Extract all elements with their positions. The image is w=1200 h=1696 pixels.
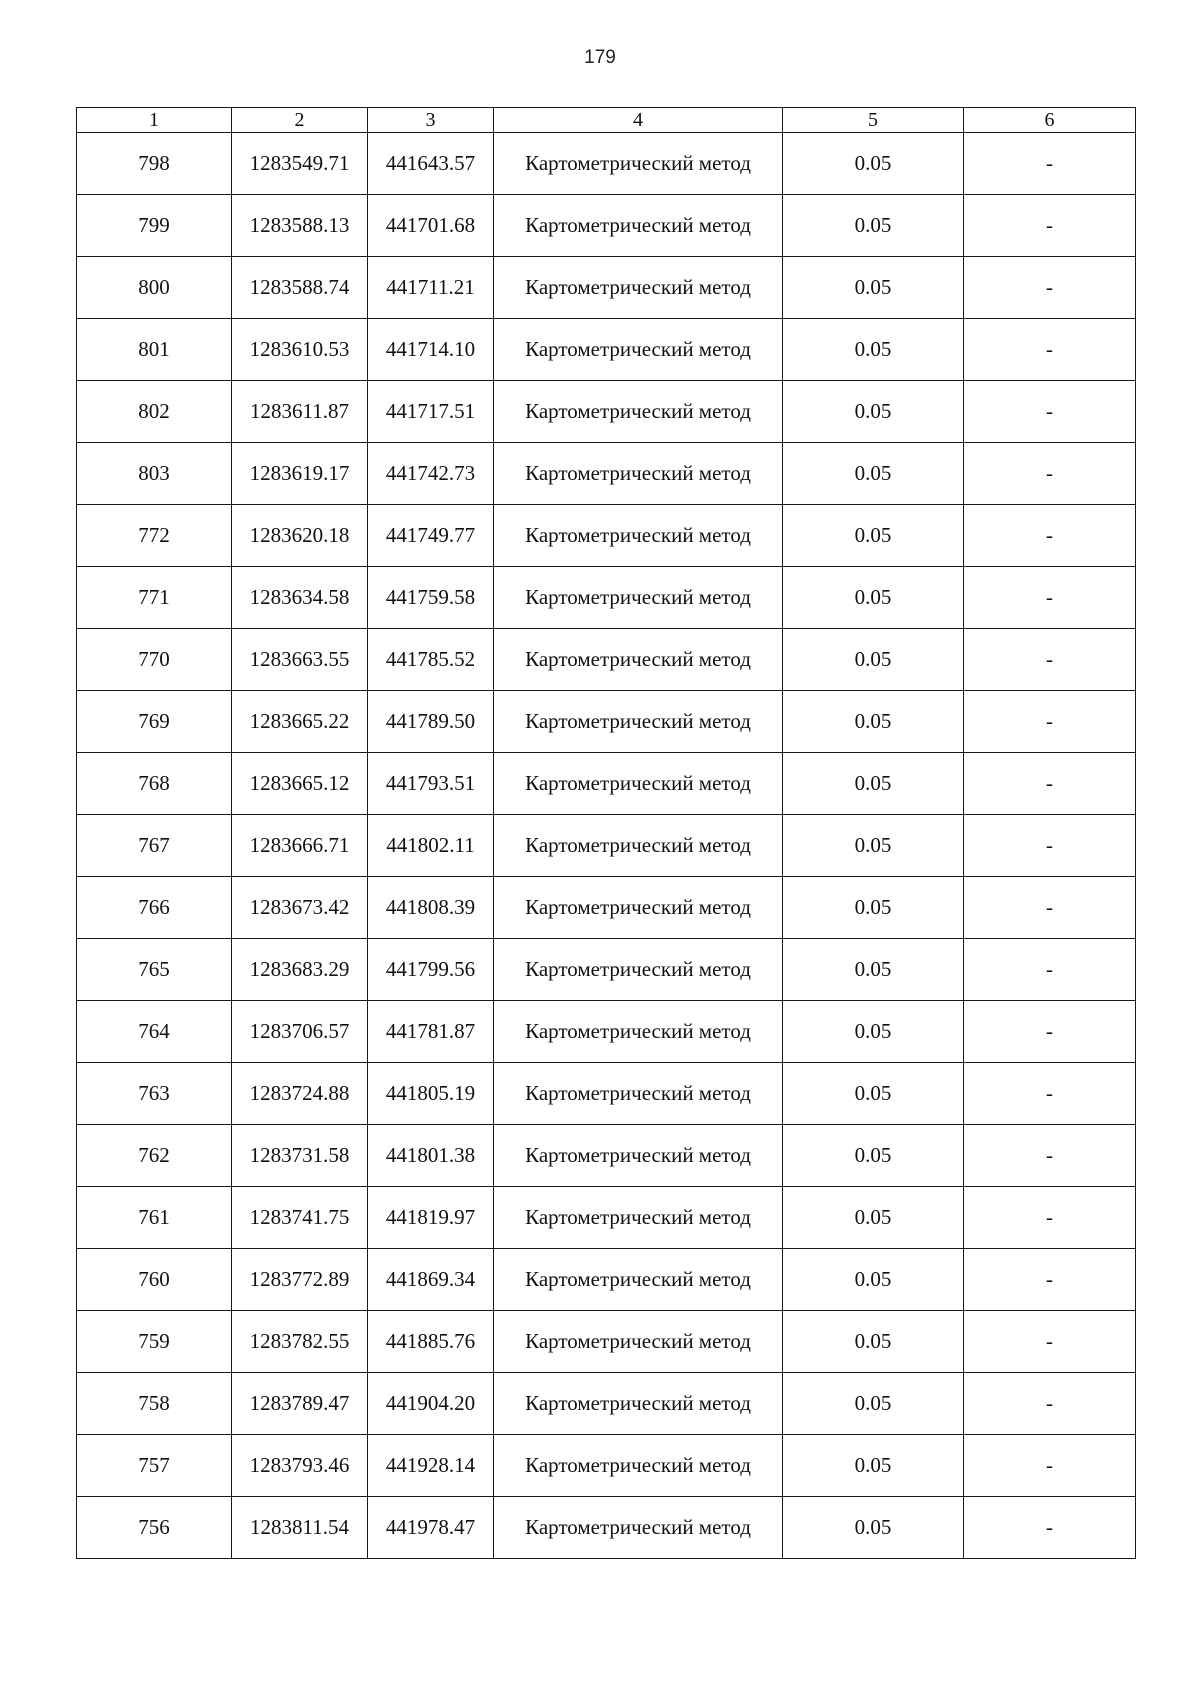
column-header-4: 4 [494, 108, 783, 133]
y-coordinate-cell: 441759.58 [368, 567, 494, 629]
method-cell: Картометрический метод [494, 567, 783, 629]
method-cell: Картометрический метод [494, 1497, 783, 1559]
accuracy-cell: 0.05 [783, 691, 964, 753]
x-coordinate-cell: 1283665.12 [232, 753, 368, 815]
point-number-cell: 761 [77, 1187, 232, 1249]
coordinates-table [76, 107, 1136, 1559]
y-coordinate-cell: 441749.77 [368, 505, 494, 567]
table-row [77, 1249, 1136, 1311]
column-header-3: 3 [368, 108, 494, 133]
y-coordinate-cell: 441928.14 [368, 1435, 494, 1497]
table-row [77, 1311, 1136, 1373]
note-cell: - [964, 505, 1136, 567]
table-row [77, 319, 1136, 381]
table-header [77, 108, 1136, 133]
table-row [77, 1373, 1136, 1435]
accuracy-cell: 0.05 [783, 133, 964, 195]
method-cell: Картометрический метод [494, 877, 783, 939]
table-row [77, 939, 1136, 1001]
accuracy-cell: 0.05 [783, 257, 964, 319]
table-row [77, 505, 1136, 567]
point-number-cell: 766 [77, 877, 232, 939]
accuracy-cell: 0.05 [783, 381, 964, 443]
y-coordinate-cell: 441701.68 [368, 195, 494, 257]
note-cell: - [964, 319, 1136, 381]
method-cell: Картометрический метод [494, 1311, 783, 1373]
x-coordinate-cell: 1283549.71 [232, 133, 368, 195]
table-row [77, 443, 1136, 505]
point-number-cell: 771 [77, 567, 232, 629]
point-number-cell: 764 [77, 1001, 232, 1063]
accuracy-cell: 0.05 [783, 939, 964, 1001]
note-cell: - [964, 877, 1136, 939]
point-number-cell: 772 [77, 505, 232, 567]
method-cell: Картометрический метод [494, 1125, 783, 1187]
accuracy-cell: 0.05 [783, 1311, 964, 1373]
point-number-cell: 798 [77, 133, 232, 195]
y-coordinate-cell: 441711.21 [368, 257, 494, 319]
note-cell: - [964, 133, 1136, 195]
column-header-1: 1 [77, 108, 232, 133]
accuracy-cell: 0.05 [783, 1373, 964, 1435]
table-row [77, 133, 1136, 195]
point-number-cell: 757 [77, 1435, 232, 1497]
point-number-cell: 756 [77, 1497, 232, 1559]
accuracy-cell: 0.05 [783, 815, 964, 877]
x-coordinate-cell: 1283724.88 [232, 1063, 368, 1125]
method-cell: Картометрический метод [494, 753, 783, 815]
point-number-cell: 768 [77, 753, 232, 815]
table-row [77, 877, 1136, 939]
method-cell: Картометрический метод [494, 319, 783, 381]
note-cell: - [964, 939, 1136, 1001]
method-cell: Картометрический метод [494, 381, 783, 443]
note-cell: - [964, 381, 1136, 443]
y-coordinate-cell: 441802.11 [368, 815, 494, 877]
accuracy-cell: 0.05 [783, 629, 964, 691]
x-coordinate-cell: 1283619.17 [232, 443, 368, 505]
y-coordinate-cell: 441717.51 [368, 381, 494, 443]
table-row [77, 381, 1136, 443]
note-cell: - [964, 195, 1136, 257]
x-coordinate-cell: 1283665.22 [232, 691, 368, 753]
note-cell: - [964, 1373, 1136, 1435]
method-cell: Картометрический метод [494, 691, 783, 753]
table-body [77, 133, 1136, 1559]
x-coordinate-cell: 1283610.53 [232, 319, 368, 381]
accuracy-cell: 0.05 [783, 753, 964, 815]
table-row [77, 567, 1136, 629]
accuracy-cell: 0.05 [783, 1001, 964, 1063]
y-coordinate-cell: 441799.56 [368, 939, 494, 1001]
x-coordinate-cell: 1283588.13 [232, 195, 368, 257]
method-cell: Картометрический метод [494, 1187, 783, 1249]
accuracy-cell: 0.05 [783, 195, 964, 257]
x-coordinate-cell: 1283772.89 [232, 1249, 368, 1311]
method-cell: Картометрический метод [494, 505, 783, 567]
table-row [77, 1063, 1136, 1125]
accuracy-cell: 0.05 [783, 1063, 964, 1125]
accuracy-cell: 0.05 [783, 1435, 964, 1497]
x-coordinate-cell: 1283588.74 [232, 257, 368, 319]
y-coordinate-cell: 441785.52 [368, 629, 494, 691]
table-row [77, 691, 1136, 753]
column-header-6: 6 [964, 108, 1136, 133]
x-coordinate-cell: 1283731.58 [232, 1125, 368, 1187]
note-cell: - [964, 1001, 1136, 1063]
y-coordinate-cell: 441904.20 [368, 1373, 494, 1435]
note-cell: - [964, 443, 1136, 505]
table-row [77, 1125, 1136, 1187]
point-number-cell: 763 [77, 1063, 232, 1125]
table-row [77, 1497, 1136, 1559]
method-cell: Картометрический метод [494, 1249, 783, 1311]
x-coordinate-cell: 1283673.42 [232, 877, 368, 939]
point-number-cell: 799 [77, 195, 232, 257]
x-coordinate-cell: 1283789.47 [232, 1373, 368, 1435]
accuracy-cell: 0.05 [783, 1497, 964, 1559]
y-coordinate-cell: 441793.51 [368, 753, 494, 815]
method-cell: Картометрический метод [494, 629, 783, 691]
table-row [77, 753, 1136, 815]
note-cell: - [964, 815, 1136, 877]
x-coordinate-cell: 1283666.71 [232, 815, 368, 877]
point-number-cell: 760 [77, 1249, 232, 1311]
table-row [77, 257, 1136, 319]
method-cell: Картометрический метод [494, 939, 783, 1001]
column-header-2: 2 [232, 108, 368, 133]
note-cell: - [964, 1063, 1136, 1125]
point-number-cell: 762 [77, 1125, 232, 1187]
accuracy-cell: 0.05 [783, 877, 964, 939]
point-number-cell: 802 [77, 381, 232, 443]
point-number-cell: 767 [77, 815, 232, 877]
method-cell: Картометрический метод [494, 195, 783, 257]
x-coordinate-cell: 1283683.29 [232, 939, 368, 1001]
note-cell: - [964, 1435, 1136, 1497]
note-cell: - [964, 257, 1136, 319]
x-coordinate-cell: 1283706.57 [232, 1001, 368, 1063]
accuracy-cell: 0.05 [783, 1125, 964, 1187]
accuracy-cell: 0.05 [783, 567, 964, 629]
method-cell: Картометрический метод [494, 815, 783, 877]
accuracy-cell: 0.05 [783, 505, 964, 567]
header-row [77, 108, 1136, 133]
table-row [77, 1187, 1136, 1249]
y-coordinate-cell: 441801.38 [368, 1125, 494, 1187]
y-coordinate-cell: 441885.76 [368, 1311, 494, 1373]
y-coordinate-cell: 441869.34 [368, 1249, 494, 1311]
x-coordinate-cell: 1283811.54 [232, 1497, 368, 1559]
note-cell: - [964, 1187, 1136, 1249]
column-header-5: 5 [783, 108, 964, 133]
y-coordinate-cell: 441781.87 [368, 1001, 494, 1063]
method-cell: Картометрический метод [494, 1435, 783, 1497]
y-coordinate-cell: 441789.50 [368, 691, 494, 753]
accuracy-cell: 0.05 [783, 1249, 964, 1311]
y-coordinate-cell: 441805.19 [368, 1063, 494, 1125]
note-cell: - [964, 1125, 1136, 1187]
accuracy-cell: 0.05 [783, 1187, 964, 1249]
y-coordinate-cell: 441643.57 [368, 133, 494, 195]
table-row [77, 195, 1136, 257]
accuracy-cell: 0.05 [783, 443, 964, 505]
x-coordinate-cell: 1283620.18 [232, 505, 368, 567]
table-row [77, 1435, 1136, 1497]
method-cell: Картометрический метод [494, 257, 783, 319]
y-coordinate-cell: 441819.97 [368, 1187, 494, 1249]
point-number-cell: 800 [77, 257, 232, 319]
point-number-cell: 770 [77, 629, 232, 691]
x-coordinate-cell: 1283634.58 [232, 567, 368, 629]
x-coordinate-cell: 1283611.87 [232, 381, 368, 443]
y-coordinate-cell: 441808.39 [368, 877, 494, 939]
point-number-cell: 803 [77, 443, 232, 505]
table-row [77, 629, 1136, 691]
table-row [77, 1001, 1136, 1063]
x-coordinate-cell: 1283663.55 [232, 629, 368, 691]
page-number: 179 [584, 47, 616, 68]
point-number-cell: 769 [77, 691, 232, 753]
point-number-cell: 765 [77, 939, 232, 1001]
x-coordinate-cell: 1283793.46 [232, 1435, 368, 1497]
x-coordinate-cell: 1283741.75 [232, 1187, 368, 1249]
table-row [77, 815, 1136, 877]
point-number-cell: 758 [77, 1373, 232, 1435]
method-cell: Картометрический метод [494, 1001, 783, 1063]
note-cell: - [964, 629, 1136, 691]
method-cell: Картометрический метод [494, 1063, 783, 1125]
x-coordinate-cell: 1283782.55 [232, 1311, 368, 1373]
point-number-cell: 801 [77, 319, 232, 381]
y-coordinate-cell: 441742.73 [368, 443, 494, 505]
note-cell: - [964, 1311, 1136, 1373]
method-cell: Картометрический метод [494, 133, 783, 195]
note-cell: - [964, 1497, 1136, 1559]
accuracy-cell: 0.05 [783, 319, 964, 381]
y-coordinate-cell: 441714.10 [368, 319, 494, 381]
note-cell: - [964, 691, 1136, 753]
method-cell: Картометрический метод [494, 1373, 783, 1435]
note-cell: - [964, 1249, 1136, 1311]
note-cell: - [964, 753, 1136, 815]
y-coordinate-cell: 441978.47 [368, 1497, 494, 1559]
point-number-cell: 759 [77, 1311, 232, 1373]
method-cell: Картометрический метод [494, 443, 783, 505]
note-cell: - [964, 567, 1136, 629]
